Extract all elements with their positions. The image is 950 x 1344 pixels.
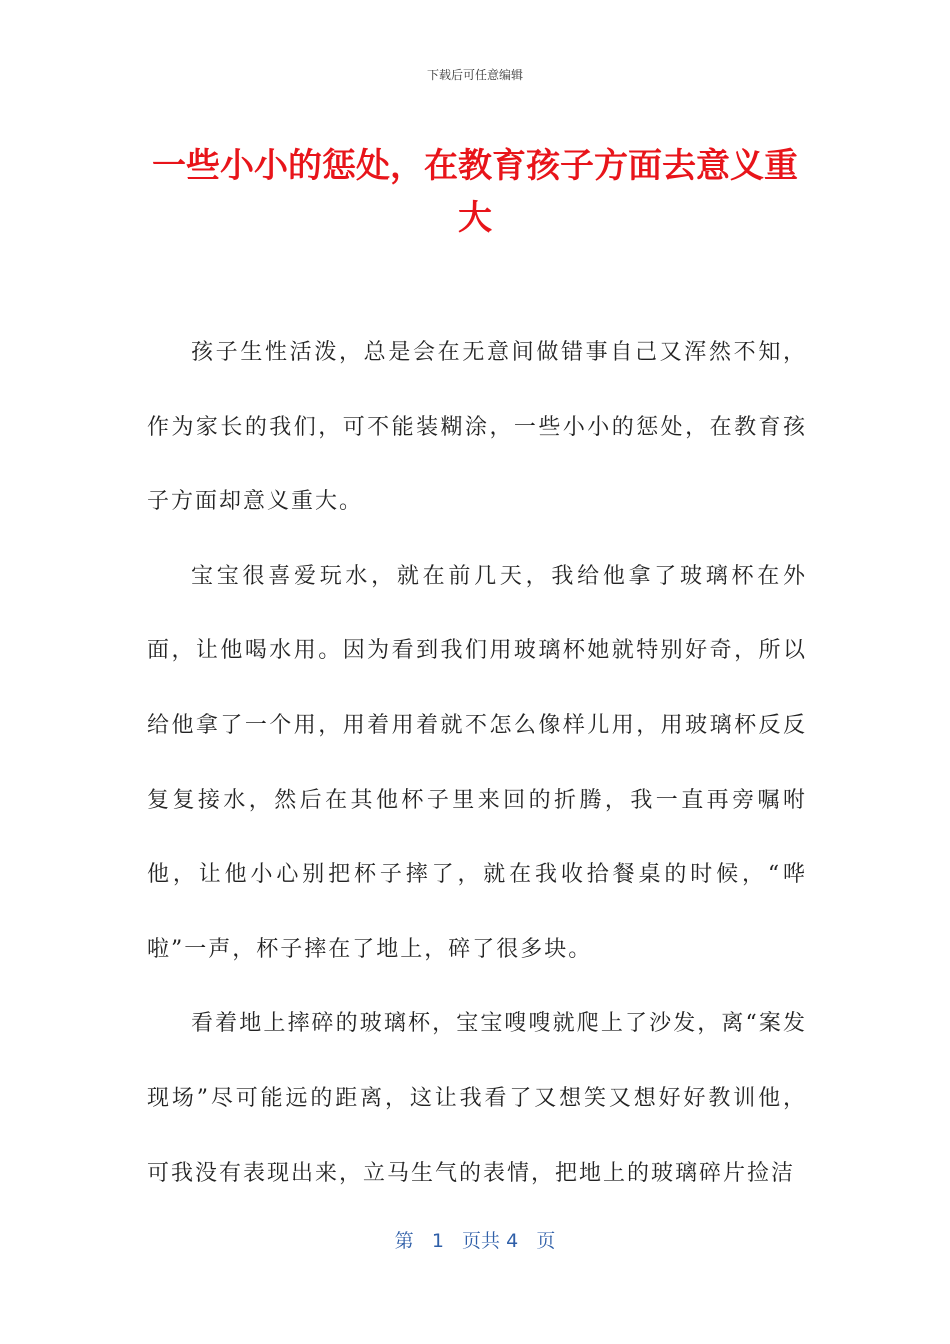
header-note: 下载后可任意编辑 — [426, 68, 523, 82]
footer-total-pages: 4 — [506, 1230, 519, 1252]
footer-middle: 页共 — [462, 1230, 501, 1252]
page-footer — [0, 1226, 950, 1253]
paragraph: 看着地上摔碎的玻璃杯，宝宝嗖嗖就爬上了沙发，离“案发现场”尽可能远的距离，这让我看了又想笑又想好好教训他，可我没有表现出来，立马生气的表情，把地上的玻璃碎片捡洁 — [147, 1011, 807, 1186]
footer-prefix: 第 — [394, 1230, 414, 1252]
document-title: 一些小小的惩处，在教育孩子方面去意义重大 — [152, 146, 798, 238]
paragraph: 孩子生性活泼，总是会在无意间做错事自己又浑然不知，作为家长的我们，可不能装糊涂，一些小小的惩处，在教育孩子方面却意义重大。 — [147, 340, 807, 515]
document-body — [147, 316, 807, 1211]
paragraph: 宝宝很喜爱玩水，就在前几天，我给他拿了玻璃杯在外面，让他喝水用。因为看到我们用玻璃杯她就特别好奇，所以给他拿了一个用，用着用着就不怎么像样儿用，用玻璃杯反反复复接水，然后在其他杯子里来回的折腾，我一直再旁嘱咐他，让他小心别把杯子摔了，就在我收拾餐桌的时候，“哗啦”一声，杯子摔在了地上，碎了很多块。 — [147, 563, 807, 962]
footer-suffix: 页 — [536, 1230, 556, 1252]
footer-page-number: 1 — [431, 1230, 444, 1252]
